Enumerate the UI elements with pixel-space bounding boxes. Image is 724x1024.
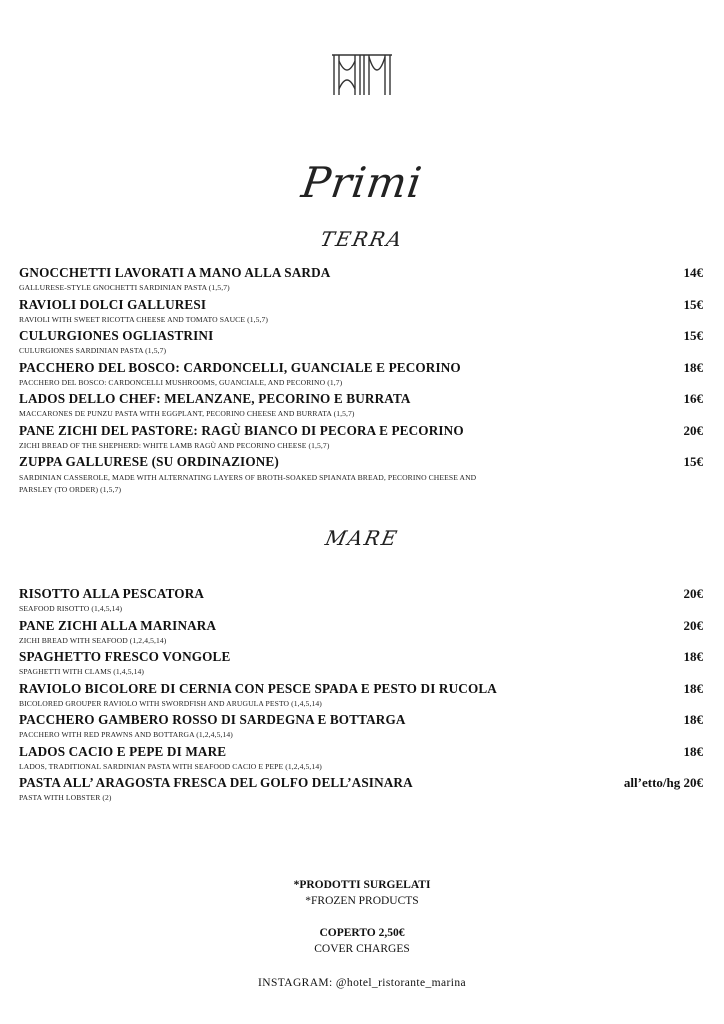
dish-price: 18€ — [683, 359, 703, 375]
dish-price: 16€ — [683, 391, 703, 406]
dish-name: CULURGIONES OGLIASTRINI — [19, 328, 214, 343]
menu-item — [19, 359, 703, 391]
menu-item — [19, 648, 703, 680]
dish-price: 20€ — [683, 586, 703, 601]
dish-name: GNOCCHETTI LAVORATI A MANO ALLA SARDA — [19, 265, 331, 280]
menu-item — [19, 327, 703, 359]
menu-item — [19, 422, 703, 454]
frozen-note — [0, 877, 724, 909]
mare-menu-list — [19, 585, 703, 806]
frozen-note-it: *PRODOTTI SURGELATI — [293, 879, 431, 891]
dish-price: 18€ — [683, 649, 703, 664]
dish-name: ZUPPA GALLURESE (SU ORDINAZIONE) — [19, 454, 279, 469]
dish-name: RAVIOLO BICOLORE DI CERNIA CON PESCE SPADA E PESTO DI RUCOLA — [19, 680, 497, 696]
dish-name: PASTA ALL’ ARAGOSTA FRESCA DEL GOLFO DELL’ASINARA — [19, 775, 413, 790]
dish-description: CULURGIONES SARDINIAN PASTA (1,5,7) — [19, 346, 167, 355]
menu-item — [19, 390, 703, 422]
cover-charge — [0, 925, 724, 957]
menu-item — [19, 585, 703, 617]
menu-item — [19, 774, 703, 806]
dish-price: 18€ — [683, 743, 703, 759]
dish-description: SARDINIAN CASSEROLE, MADE WITH ALTERNATING LAYERS OF BROTH-SOAKED SPIANATA BREAD, PECORINO CHEESE AND PARSLEY (TO ORDER) (1,5,7) — [19, 473, 477, 494]
dish-description: RAVIOLI WITH SWEET RICOTTA CHEESE AND TOMATO SAUCE (1,5,7) — [19, 314, 269, 324]
menu-item — [19, 264, 703, 296]
dish-description: MACCARONES DE PUNZU PASTA WITH EGGPLANT, PECORINO CHEESE AND BURRATA (1,5,7) — [19, 409, 355, 418]
dish-name: RAVIOLI DOLCI GALLURESI — [19, 296, 207, 312]
dish-name: PANE ZICHI DEL PASTORE: RAGÙ BIANCO DI PECORA E PECORINO — [19, 422, 464, 438]
dish-description: SPAGHETTI WITH CLAMS (1,4,5,14) — [19, 667, 145, 676]
section-title-mare: MARE — [323, 526, 401, 550]
menu-item — [19, 711, 703, 743]
instagram-handle: INSTAGRAM: @hotel_ristorante_marina — [258, 977, 466, 989]
dish-name: RISOTTO ALLA PESCATORA — [19, 586, 205, 601]
cover-charge-en: COVER CHARGES — [314, 943, 410, 955]
dish-price: 14€ — [683, 265, 703, 280]
dish-name: LADOS CACIO E PEPE DI MARE — [19, 743, 227, 759]
dish-name: SPAGHETTO FRESCO VONGOLE — [19, 649, 231, 664]
dish-name: PACCHERO DEL BOSCO: CARDONCELLI, GUANCIALE E PECORINO — [19, 359, 461, 375]
dish-price: 18€ — [683, 680, 703, 696]
dish-description: ZICHI BREAD OF THE SHEPHERD: WHITE LAMB RAGÙ AND PECORINO CHEESE (1,5,7) — [19, 440, 330, 450]
dish-description: LADOS, TRADITIONAL SARDINIAN PASTA WITH SEAFOOD CACIO E PEPE (1,2,4,5,14) — [19, 761, 322, 771]
hm-logo — [331, 53, 393, 97]
dish-price: 20€ — [683, 422, 703, 438]
dish-name: LADOS DELLO CHEF: MELANZANE, PECORINO E BURRATA — [19, 391, 411, 406]
dish-price: 18€ — [683, 712, 703, 727]
menu-item — [19, 743, 703, 775]
dish-description: PASTA WITH LOBSTER (2) — [19, 793, 112, 802]
menu-item — [19, 296, 703, 328]
dish-description: PACCHERO DEL BOSCO: CARDONCELLI MUSHROOMS, GUANCIALE, AND PECORINO (1,7) — [19, 377, 343, 387]
menu-item — [19, 680, 703, 712]
dish-description: PACCHERO WITH RED PRAWNS AND BOTTARGA (1,2,4,5,14) — [19, 730, 233, 739]
dish-description: GALLURESE-STYLE GNOCHETTI SARDINIAN PASTA (1,5,7) — [19, 283, 230, 292]
dish-price: all’etto/hg 20€ — [623, 775, 703, 790]
dish-description: BICOLORED GROUPER RAVIOLO WITH SWORDFISH AND ARUGULA PESTO (1,4,5,14) — [19, 698, 322, 708]
dish-description: ZICHI BREAD WITH SEAFOOD (1,2,4,5,14) — [19, 635, 167, 645]
frozen-note-en: *FROZEN PRODUCTS — [305, 895, 419, 907]
menu-item — [19, 453, 703, 495]
dish-price: 15€ — [683, 296, 703, 312]
dish-price: 15€ — [683, 454, 703, 469]
menu-item — [19, 617, 703, 649]
dish-description: SEAFOOD RISOTTO (1,4,5,14) — [19, 604, 123, 613]
section-title-terra: TERRA — [318, 227, 406, 251]
page-title: Primi — [298, 158, 426, 207]
dish-name: PACCHERO GAMBERO ROSSO DI SARDEGNA E BOTTARGA — [19, 712, 406, 727]
dish-price: 20€ — [683, 617, 703, 633]
terra-menu-list — [19, 264, 703, 495]
cover-charge-it: COPERTO 2,50€ — [319, 927, 405, 939]
dish-price: 15€ — [683, 328, 703, 343]
dish-name: PANE ZICHI ALLA MARINARA — [19, 617, 217, 633]
